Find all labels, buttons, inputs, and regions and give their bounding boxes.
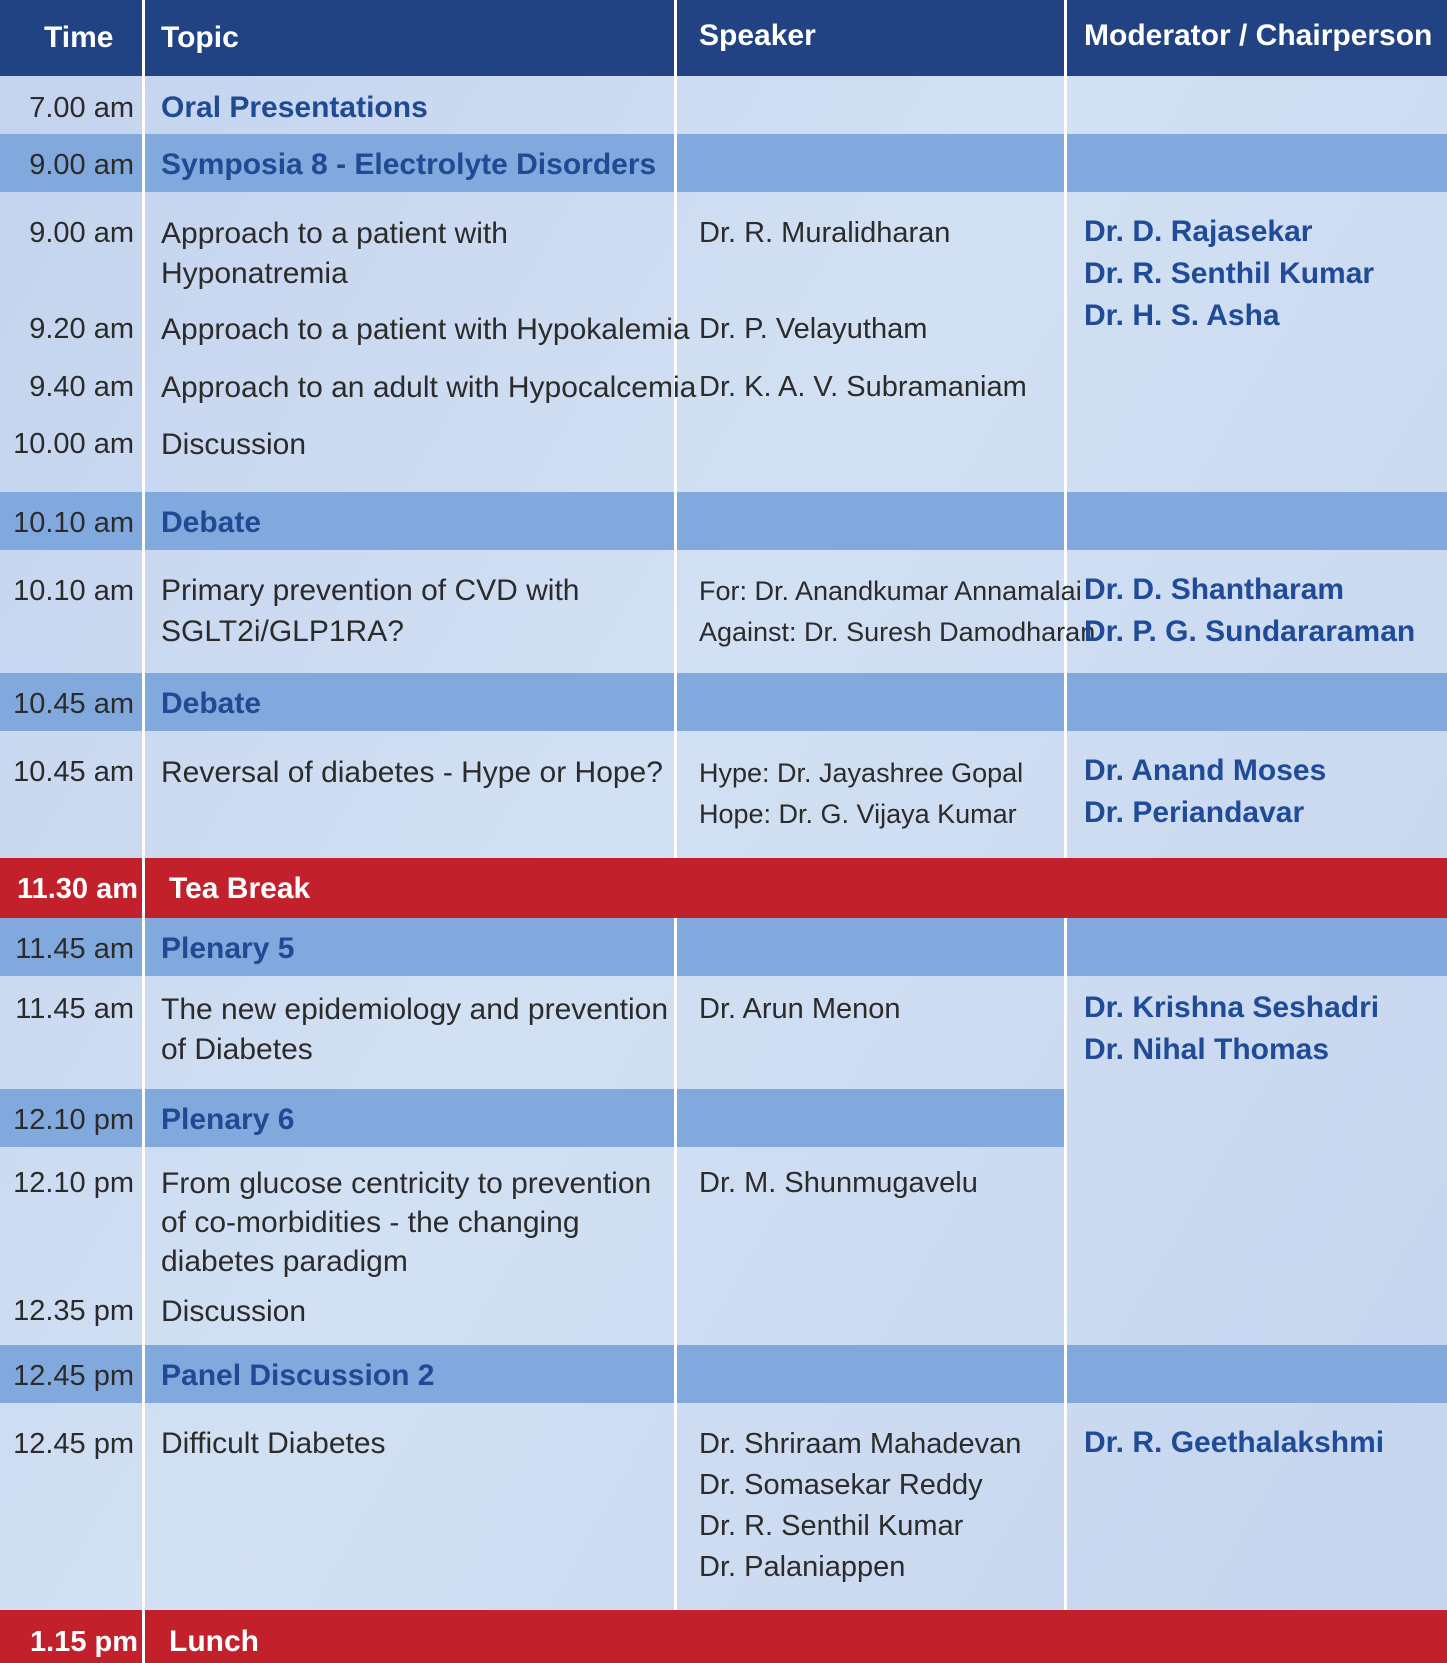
time-symposia-8: 9.00 am (29, 149, 134, 181)
topic-text: Discussion (161, 428, 307, 461)
time-plenary-6: 12.10 pm (13, 1104, 134, 1136)
column-divider-topic-lower (674, 918, 677, 1610)
time-tea-break: 11.30 am (17, 873, 138, 905)
speaker-name: For: Dr. Anandkumar Annamalai (699, 576, 1082, 606)
header-time: Time (44, 21, 114, 54)
moderator-name: Dr. Nihal Thomas (1084, 1033, 1330, 1066)
speaker-name: Dr. Somasekar Reddy (699, 1469, 983, 1501)
topic-text: SGLT2i/GLP1RA? (161, 615, 404, 648)
header-speaker: Speaker (699, 19, 816, 52)
time-panel-2: 12.45 pm (13, 1360, 134, 1392)
section-title-debate-2: Debate (161, 687, 262, 720)
column-divider-speaker (1064, 0, 1067, 858)
header-moderator: Moderator / Chairperson (1084, 19, 1433, 52)
moderator-name: Dr. R. Geethalakshmi (1084, 1426, 1385, 1459)
section-title-debate-1: Debate (161, 506, 262, 539)
topic-text: Difficult Diabetes (161, 1427, 386, 1460)
moderator-name: Dr. P. G. Sundararaman (1084, 615, 1416, 648)
time-item: 12.35 pm (13, 1295, 134, 1327)
topic-text: Approach to a patient with (161, 217, 508, 250)
lunch-title: Lunch (169, 1625, 259, 1658)
header-topic: Topic (161, 21, 239, 54)
time-item: 9.20 am (29, 313, 134, 345)
time-item: 11.45 am (15, 993, 134, 1025)
speaker-name: Dr. K. A. V. Subramaniam (699, 371, 1027, 403)
topic-text: Discussion (161, 1295, 307, 1328)
column-divider-topic (674, 0, 677, 858)
section-band-plenary-6 (0, 1089, 1066, 1147)
section-title-panel-2: Panel Discussion 2 (161, 1359, 435, 1392)
time-item: 12.10 pm (13, 1167, 134, 1199)
speaker-name: Dr. Arun Menon (699, 993, 901, 1025)
topic-text: Approach to a patient with Hypokalemia (161, 313, 690, 346)
section-title-plenary-6: Plenary 6 (161, 1103, 295, 1136)
topic-text: of Diabetes (161, 1033, 313, 1066)
moderator-name: Dr. D. Shantharam (1084, 573, 1345, 606)
topic-text: Primary prevention of CVD with (161, 574, 580, 607)
moderator-name: Dr. Periandavar (1084, 796, 1305, 829)
speaker-name: Dr. M. Shunmugavelu (699, 1167, 978, 1199)
speaker-name: Dr. R. Senthil Kumar (699, 1510, 964, 1542)
topic-text: Hyponatremia (161, 257, 348, 290)
time-item: 10.00 am (13, 428, 134, 460)
moderator-name: Dr. Krishna Seshadri (1084, 991, 1380, 1024)
speaker-name: Dr. Shriraam Mahadevan (699, 1428, 1022, 1460)
time-debate-1: 10.10 am (13, 507, 134, 539)
speaker-name: Dr. Palaniappen (699, 1551, 906, 1583)
time-plenary-5: 11.45 am (15, 933, 134, 965)
column-divider-time (142, 0, 145, 1663)
section-title-plenary-5: Plenary 5 (161, 932, 295, 965)
moderator-name: Dr. Anand Moses (1084, 754, 1327, 787)
column-divider-speaker-lower (1064, 918, 1067, 1610)
time-lunch: 1.15 pm (30, 1626, 138, 1658)
speaker-name: Dr. P. Velayutham (699, 313, 928, 345)
time-item: 9.40 am (29, 371, 134, 403)
moderator-name: Dr. D. Rajasekar (1084, 215, 1313, 248)
time-item: 12.45 pm (13, 1428, 134, 1460)
speaker-name: Hype: Dr. Jayashree Gopal (699, 758, 1024, 788)
time-oral: 7.00 am (29, 92, 134, 124)
topic-text: of co-morbidities - the changing (161, 1206, 580, 1239)
time-item: 10.10 am (13, 575, 134, 607)
tea-break-title: Tea Break (169, 872, 311, 905)
section-title-symposia-8: Symposia 8 - Electrolyte Disorders (161, 148, 657, 181)
moderator-name: Dr. R. Senthil Kumar (1084, 257, 1375, 290)
moderator-name: Dr. H. S. Asha (1084, 299, 1280, 332)
topic-text: Approach to an adult with Hypocalcemia (161, 371, 697, 404)
topic-text: Reversal of diabetes - Hype or Hope? (161, 756, 663, 789)
speaker-name: Against: Dr. Suresh Damodharan (699, 617, 1096, 647)
section-title-oral: Oral Presentations (161, 91, 428, 124)
speaker-name: Hope: Dr. G. Vijaya Kumar (699, 799, 1017, 829)
speaker-name: Dr. R. Muralidharan (699, 217, 951, 249)
topic-text: diabetes paradigm (161, 1245, 408, 1278)
time-debate-2: 10.45 am (13, 688, 134, 720)
topic-text: The new epidemiology and prevention (161, 993, 668, 1026)
time-item: 9.00 am (29, 217, 134, 249)
topic-text: From glucose centricity to prevention (161, 1167, 652, 1200)
time-item: 10.45 am (13, 756, 134, 788)
